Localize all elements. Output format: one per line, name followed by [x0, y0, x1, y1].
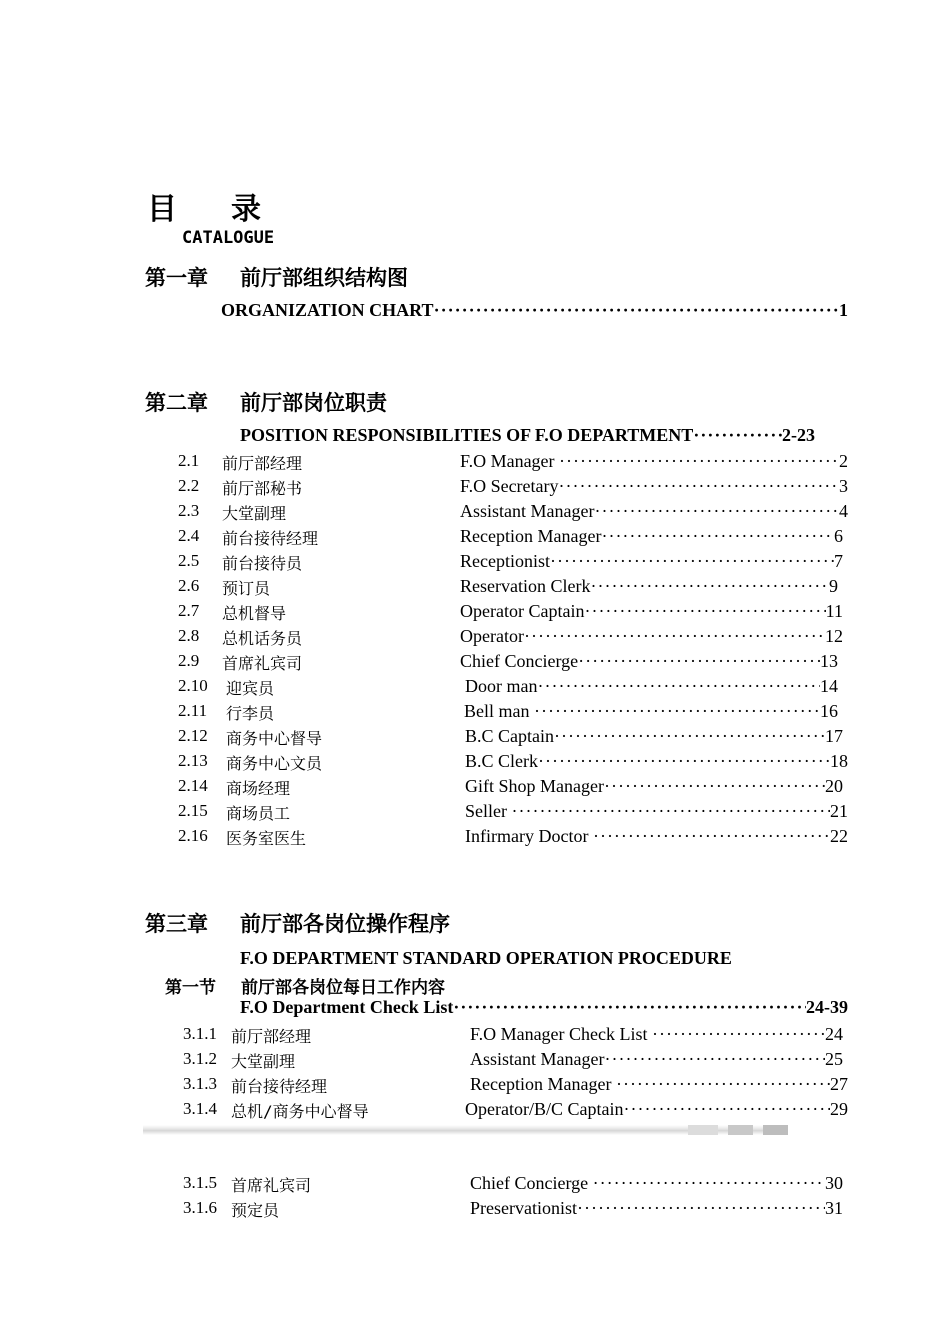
chapter-2-item-cn [226, 726, 322, 749]
item-page: 9 [829, 576, 838, 596]
section-1-en-title: F.O Department Check List [240, 997, 454, 1017]
item-number: 2.16 [178, 826, 208, 845]
chapter-2-item-entry[interactable] [465, 801, 848, 822]
item-page: 11 [825, 601, 843, 621]
chapter-3-item-entry[interactable] [470, 1024, 843, 1045]
item-page: 2 [839, 451, 848, 471]
chapter-2-item-cn [222, 601, 286, 624]
item-number: 2.9 [178, 651, 200, 670]
item-title-cn: 总机/商务中心督导 [231, 1102, 369, 1121]
chapter-2-title: 前厅部岗位职责 [240, 390, 387, 415]
divider-segment [763, 1125, 788, 1135]
chapter-2-item-number [178, 801, 208, 821]
leader-dots [538, 751, 830, 772]
item-title-cn: 前台接待经理 [231, 1077, 328, 1096]
chapter-3-heading [145, 908, 450, 938]
chapter-2-item-number [178, 576, 199, 596]
chapter-3-item-cn [231, 1024, 311, 1047]
item-title-en: Bell man [464, 701, 534, 721]
leader-dots [550, 551, 834, 572]
chapter-1-en-title: ORGANIZATION CHART [221, 300, 434, 320]
chapter-3-item-number [183, 1198, 217, 1218]
item-title-en: Preservationist [470, 1198, 577, 1218]
chapter-3-item-entry[interactable] [470, 1173, 843, 1194]
chapter-2-item-entry[interactable] [460, 626, 843, 647]
chapter-1-heading [145, 262, 408, 292]
item-number: 2.3 [178, 501, 200, 520]
item-title-cn: 前台接待员 [222, 554, 303, 573]
item-page: 13 [820, 651, 838, 671]
leader-dots [601, 526, 834, 547]
chapter-2-item-entry[interactable] [460, 551, 843, 572]
item-number: 2.6 [178, 576, 200, 595]
item-title-en: F.O Manager Check List [470, 1024, 653, 1044]
chapter-3-item-number [183, 1074, 217, 1094]
chapter-1-number: 第一章 [145, 265, 208, 290]
chapter-2-item-entry[interactable] [460, 601, 843, 622]
chapter-2-item-number [178, 776, 208, 796]
chapter-2-item-cn [222, 451, 302, 474]
section-1-page: 24-39 [806, 997, 848, 1017]
chapter-2-item-entry[interactable] [460, 576, 838, 597]
item-title-cn: 迎宾员 [226, 679, 275, 698]
item-title-cn: 总机督导 [222, 604, 287, 623]
item-title-en: Receptionist [460, 551, 550, 571]
item-page: 4 [839, 501, 848, 521]
chapter-2-item-number [178, 451, 199, 471]
item-number: 2.7 [178, 601, 200, 620]
chapter-1-page: 1 [839, 300, 848, 320]
chapter-2-item-entry[interactable] [460, 501, 848, 522]
chapter-2-item-number [178, 651, 199, 671]
item-title-en: Chief Concierge [460, 651, 579, 671]
item-number: 3.1.6 [183, 1198, 217, 1217]
chapter-2-item-entry[interactable] [460, 476, 848, 497]
item-page: 12 [825, 626, 843, 646]
chapter-3-item-number [183, 1173, 217, 1193]
leader-dots [652, 1024, 825, 1045]
chapter-3-number: 第三章 [145, 911, 208, 936]
chapter-2-item-number [178, 476, 199, 496]
chapter-3-item-cn [231, 1099, 369, 1122]
chapter-2-item-cn [222, 526, 318, 549]
leader-dots [512, 801, 831, 822]
item-title-cn: 商场经理 [226, 779, 291, 798]
item-number: 3.1.2 [183, 1049, 217, 1068]
leader-dots [524, 626, 825, 647]
leader-dots [593, 826, 830, 847]
chapter-2-item-number [178, 601, 199, 621]
item-page: 20 [825, 776, 843, 796]
item-number: 2.13 [178, 751, 208, 770]
item-title-cn: 前厅部经理 [231, 1027, 312, 1046]
item-number: 2.14 [178, 776, 208, 795]
item-number: 3.1.1 [183, 1024, 217, 1043]
divider-segment [728, 1125, 753, 1135]
item-title-en: Reservation Clerk [460, 576, 591, 596]
leader-dots [593, 1173, 825, 1194]
item-title-cn: 商务中心督导 [226, 729, 323, 748]
item-number: 2.8 [178, 626, 200, 645]
leader-dots [559, 451, 839, 472]
chapter-2-item-cn [222, 476, 302, 499]
chapter-2-item-number [178, 501, 199, 521]
item-title-cn: 预定员 [231, 1201, 280, 1220]
section-1-title: 前厅部各岗位每日工作内容 [241, 978, 445, 998]
chapter-3-item-entry[interactable] [470, 1074, 848, 1095]
leader-dots [453, 997, 806, 1018]
catalogue-title-en: CATALOGUE [182, 228, 275, 248]
item-number: 2.4 [178, 526, 200, 545]
chapter-2-item-cn [226, 676, 274, 699]
item-title-cn: 大堂副理 [222, 504, 287, 523]
item-title-en: Infirmary Doctor [465, 826, 593, 846]
leader-dots [604, 1049, 825, 1070]
chapter-3-title: 前厅部各岗位操作程序 [240, 911, 450, 936]
leader-dots [577, 1198, 825, 1219]
chapter-2-item-number [178, 701, 207, 721]
item-title-cn: 前厅部秘书 [222, 479, 303, 498]
item-page: 14 [820, 676, 838, 696]
leader-dots [559, 476, 839, 497]
chapter-3-item-number [183, 1024, 217, 1044]
leader-dots [616, 1074, 830, 1095]
chapter-3-item-entry[interactable] [470, 1049, 843, 1070]
chapter-2-en-title: POSITION RESPONSIBILITIES OF F.O DEPARTMENT [240, 425, 694, 445]
page-break-divider [143, 1125, 788, 1135]
item-title-cn: 首席礼宾司 [231, 1176, 312, 1195]
chapter-2-number: 第二章 [145, 390, 208, 415]
chapter-2-item-entry[interactable] [465, 776, 843, 797]
item-page: 27 [830, 1074, 848, 1094]
item-title-en: F.O Secretary [460, 476, 559, 496]
item-title-en: Reception Manager [460, 526, 602, 546]
chapter-2-item-entry[interactable] [464, 701, 838, 722]
chapter-2-item-cn [226, 801, 290, 824]
chapter-1-title: 前厅部组织结构图 [240, 265, 408, 290]
item-page: 3 [839, 476, 848, 496]
chapter-2-item-cn [222, 651, 302, 674]
chapter-3-item-entry[interactable] [465, 1099, 848, 1120]
item-page: 17 [825, 726, 843, 746]
item-title-en: B.C Captain [465, 726, 554, 746]
chapter-3-en-title: F.O DEPARTMENT STANDARD OPERATION PROCEDURE [240, 948, 732, 968]
chapter-3-item-cn [231, 1173, 311, 1196]
item-number: 2.11 [178, 701, 208, 720]
item-title-en: Assistant Manager [460, 501, 595, 521]
chapter-2-item-entry[interactable] [460, 451, 848, 472]
chapter-2-item-entry[interactable] [465, 826, 848, 847]
section-1-number: 第一节 [165, 978, 216, 998]
chapter-2-item-entry[interactable] [465, 676, 838, 697]
item-title-en: Operator [460, 626, 524, 646]
leader-dots [537, 676, 820, 697]
leader-dots [693, 425, 782, 446]
item-number: 2.1 [178, 451, 200, 470]
item-page: 24 [825, 1024, 843, 1044]
item-title-cn: 大堂副理 [231, 1052, 296, 1071]
chapter-2-item-cn [222, 551, 302, 574]
item-title-en: Operator Captain [460, 601, 585, 621]
item-title-en: Operator/B/C Captain [465, 1099, 624, 1119]
item-title-en: Door man [465, 676, 538, 696]
item-page: 31 [825, 1198, 843, 1218]
leader-dots [584, 601, 825, 622]
item-title-cn: 总机话务员 [222, 629, 303, 648]
section-1-entry[interactable] [240, 997, 848, 1018]
item-title-en: Chief Concierge [470, 1173, 593, 1193]
item-title-cn: 前厅部经理 [222, 454, 303, 473]
item-number: 2.2 [178, 476, 200, 495]
item-title-cn: 首席礼宾司 [222, 654, 303, 673]
item-title-cn: 商场员工 [226, 804, 291, 823]
chapter-2-item-number [178, 726, 208, 746]
section-1-heading [165, 973, 445, 998]
chapter-3-item-cn [231, 1198, 279, 1221]
item-page: 16 [820, 701, 838, 721]
item-title-cn: 前台接待经理 [222, 529, 319, 548]
leader-dots [578, 651, 820, 672]
catalogue-title-cn: 目 录 [147, 192, 263, 227]
chapter-2-entry[interactable] [240, 425, 815, 446]
chapter-2-item-cn [226, 751, 322, 774]
chapter-2-item-entry[interactable] [465, 726, 843, 747]
item-page: 6 [834, 526, 843, 546]
leader-dots [534, 701, 820, 722]
chapter-2-item-cn [226, 701, 274, 724]
item-title-en: B.C Clerk [465, 751, 539, 771]
chapter-3-item-number [183, 1049, 217, 1069]
item-page: 30 [825, 1173, 843, 1193]
item-page: 21 [830, 801, 848, 821]
item-page: 7 [834, 551, 843, 571]
item-number: 2.5 [178, 551, 200, 570]
leader-dots [434, 300, 839, 321]
item-title-cn: 商务中心文员 [226, 754, 323, 773]
item-number: 3.1.5 [183, 1173, 217, 1192]
chapter-2-item-entry[interactable] [465, 751, 848, 772]
chapter-2-item-number [178, 551, 199, 571]
divider-segment [688, 1125, 718, 1135]
chapter-2-item-number [178, 626, 199, 646]
chapter-2-item-cn [226, 776, 290, 799]
item-page: 22 [830, 826, 848, 846]
chapter-3-item-number [183, 1099, 217, 1119]
item-number: 2.10 [178, 676, 208, 695]
item-title-en: Assistant Manager [470, 1049, 605, 1069]
item-title-en: Reception Manager [470, 1074, 616, 1094]
item-page: 29 [830, 1099, 848, 1119]
chapter-2-heading [145, 387, 387, 417]
chapter-2-item-number [178, 826, 208, 846]
item-number: 2.15 [178, 801, 208, 820]
item-title-cn: 行李员 [226, 704, 275, 723]
item-page: 25 [825, 1049, 843, 1069]
leader-dots [590, 576, 829, 597]
item-number: 3.1.3 [183, 1074, 217, 1093]
chapter-2-item-cn [222, 576, 270, 599]
leader-dots [623, 1099, 830, 1120]
chapter-3-item-cn [231, 1049, 295, 1072]
chapter-2-item-cn [222, 501, 286, 524]
chapter-1-entry[interactable] [221, 300, 848, 321]
item-title-cn: 医务室医生 [226, 829, 307, 848]
chapter-2-item-cn [222, 626, 302, 649]
chapter-3-item-cn [231, 1074, 327, 1097]
leader-dots [554, 726, 825, 747]
item-number: 3.1.4 [183, 1099, 217, 1118]
item-page: 18 [830, 751, 848, 771]
item-title-en: Gift Shop Manager [465, 776, 604, 796]
chapter-2-item-number [178, 676, 208, 696]
item-number: 2.12 [178, 726, 208, 745]
chapter-3-item-entry[interactable] [470, 1198, 843, 1219]
chapter-2-page: 2-23 [782, 425, 815, 445]
chapter-2-item-cn [226, 826, 306, 849]
leader-dots [604, 776, 825, 797]
item-title-en: F.O Manager [460, 451, 560, 471]
chapter-2-item-entry[interactable] [460, 651, 838, 672]
chapter-2-item-number [178, 526, 199, 546]
leader-dots [594, 501, 839, 522]
item-title-en: Seller [465, 801, 512, 821]
chapter-2-item-number [178, 751, 208, 771]
item-title-cn: 预订员 [222, 579, 271, 598]
chapter-2-item-entry[interactable] [460, 526, 843, 547]
